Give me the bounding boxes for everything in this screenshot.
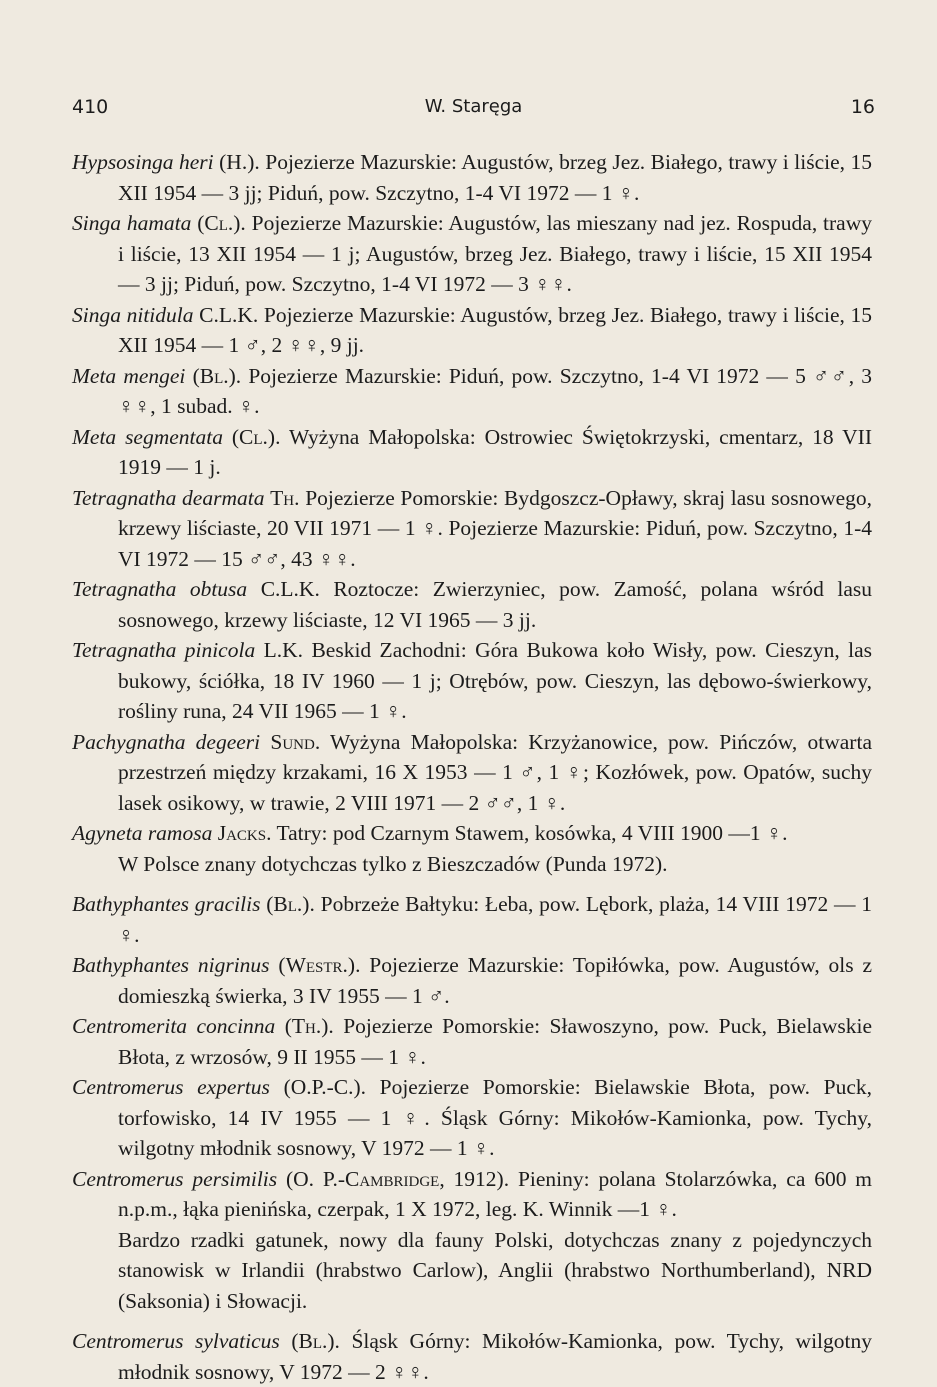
species-entry [72,1011,872,1072]
species-name: Centromerita concinna [72,1014,276,1038]
species-name: Singa nitidula [72,302,194,327]
species-record: Wyżyna Małopolska: Krzyżanowice, pow. Pińczów, otwarta przestrzeń między krzakami, 16 X 1953 — 1 ♂, 1 ♀; Kozłówek, pow. Opatów, suchy lasek osikowy, w trawie, 2 VIII 1971 — 2 ♂♂, 1 ♀. [118,729,872,815]
species-author: (Westr.). [278,953,361,977]
species-record: Pojezierze Mazurskie: Augustów, las mieszany nad jez. Rospuda, trawy i liście, 13 XII 1954 — 1 j; Augustów, brzeg Jez. Białego, trawy i liście, 15 XII 1954 — 3 jj; Piduń, pow. Szczytno, 1-4 VI 1972 — 3 ♀♀. [118,211,873,296]
species-note: W Polsce znany dotychczas tylko z Bieszczadów (Punda 1972). [118,851,668,876]
species-record: Tatry: pod Czarnym Stawem, kosówka, 4 VIII 1900 —1 ♀. [276,821,788,845]
species-entry [72,361,872,422]
species-author: Sund. [270,729,321,754]
species-record: Śląsk Górny: Mikołów-Kamionka, pow. Tychy, wilgotny młodnik sosnowy, V 1972 — 2 ♀♀. [118,1329,872,1384]
species-name: Centromerus sylvaticus [72,1329,280,1353]
species-author: (O.P.-C.). [283,1075,366,1099]
species-note: Bardzo rzadki gatunek, nowy dla fauny Polski, dotychczas znany z pojedynczych stanowisk w Irlandii (hrabstwo Carlow), Anglii (hrabstwo Northumberland), NRD (Saksonia) i Słowacji. [118,1227,872,1313]
section-number: 16 [850,96,875,118]
species-record: Pojezierze Mazurskie: Augustów, brzeg Jez. Białego, trawy i liście, 15 XII 1954 — 3 jj; Piduń, pow. Szczytno, 1-4 VI 1972 — 1 ♀. [118,150,872,205]
species-entry [72,727,872,819]
species-entry [72,483,872,575]
species-author: (Bl.). [266,892,315,916]
species-name: Tetragnatha obtusa [72,577,248,601]
species-entry [72,950,872,1011]
species-record: Pobrzeże Bałtyku: Łeba, pow. Lębork, plaża, 14 VIII 1972 — 1 ♀. [118,892,872,947]
species-author: C.L.K. [260,577,320,601]
species-record: Wyżyna Małopolska: Ostrowiec Świętokrzyski, cmentarz, 18 VII 1919 — 1 j. [118,424,872,479]
species-author: (Bl.). [291,1329,340,1353]
species-name: Tetragnatha dearmata [72,485,265,510]
species-author: (Th.). [284,1014,334,1038]
species-name: Bathyphantes gracilis [72,892,261,916]
species-name: Singa hamata [72,211,192,235]
species-name: Pachygnatha degeeri [72,729,261,754]
species-name: Agyneta ramosa [72,821,213,845]
species-name: Bathyphantes nigrinus [72,953,270,977]
species-entry [72,147,872,208]
species-author: L.K. [263,638,304,662]
species-record: Pojezierze Pomorskie: Bielawskie Błota, pow. Puck, torfowisko, 14 IV 1955 — 1 ♀. Śląsk Górny: Mikołów-Kamionka, pow. Tychy, wilgotny młodnik sosnowy, V 1972 — 1 ♀. [118,1075,873,1160]
species-entry [72,1072,872,1164]
species-name: Meta segmentata [72,424,223,449]
species-record: Pojezierze Pomorskie: Bydgoszcz-Opławy, skraj lasu sosnowego, krzewy liściaste, 20 VII 1971 — 1 ♀. Pojezierze Mazurskie: Piduń, pow. Szczytno, 1-4 VI 1972 — 15 ♂♂, 43 ♀♀. [118,485,873,571]
species-entry [72,818,872,849]
species-record: Pojezierze Mazurskie: Piduń, pow. Szczytno, 1-4 VI 1972 — 5 ♂♂, 3 ♀♀, 1 subad. ♀. [118,363,873,418]
running-header [72,96,875,126]
species-name: Centromerus persimilis [72,1166,278,1191]
species-record: Beskid Zachodni: Góra Bukowa koło Wisły, pow. Cieszyn, las bukowy, ściółka, 18 IV 1960 — 1 j; Otrębów, pow. Cieszyn, las dębowo-świerkowy, rośliny runa, 24 VII 1965 — 1 ♀. [118,638,872,723]
species-list [72,147,872,1387]
species-record: Pojezierze Mazurskie: Topiłówka, pow. Augustów, ols z domieszką świerka, 3 IV 1955 — 1 ♂. [118,953,873,1008]
species-record: Pojezierze Pomorskie: Sławoszyno, pow. Puck, Bielawskie Błota, z wrzosów, 9 II 1955 — 1 ♀. [118,1014,873,1069]
species-entry [72,1164,872,1225]
species-name: Hypsosinga heri [72,150,214,174]
species-entry [72,635,872,727]
species-record: Pieniny: polana Stolarzówka, ca 600 m n.p.m., łąka pienińska, czerpak, 1 X 1972, leg. K. Winnik —1 ♀. [118,1166,873,1221]
running-author: W. Staręga [424,96,523,117]
species-author: Th. [270,485,300,510]
species-entry [72,889,872,950]
species-record: Pojezierze Mazurskie: Augustów, brzeg Jez. Białego, trawy i liście, 15 XII 1954 — 1 ♂, 2 ♀♀, 9 jj. [118,302,873,357]
species-entry [72,422,872,483]
species-entry [72,300,872,361]
species-author: (O. P.-Cambridge, 1912). [285,1166,510,1191]
species-entry [72,208,872,300]
species-name: Meta mengei [72,363,186,388]
species-name: Tetragnatha pinicola [72,638,256,662]
species-author: (Cl.). [197,211,246,235]
species-author: (H.). [219,150,260,174]
species-author: C.L.K. [199,302,259,327]
species-author: (Cl.). [231,424,281,449]
species-name: Centromerus expertus [72,1075,270,1099]
species-author: (Bl.). [192,363,242,388]
page-number: 410 [72,96,109,118]
species-record: Roztocze: Zwierzyniec, pow. Zamość, polana wśród lasu sosnowego, krzewy liściaste, 12 VI 1965 — 3 jj. [118,577,872,632]
species-author: Jacks. [217,821,272,845]
species-entry [72,574,872,635]
